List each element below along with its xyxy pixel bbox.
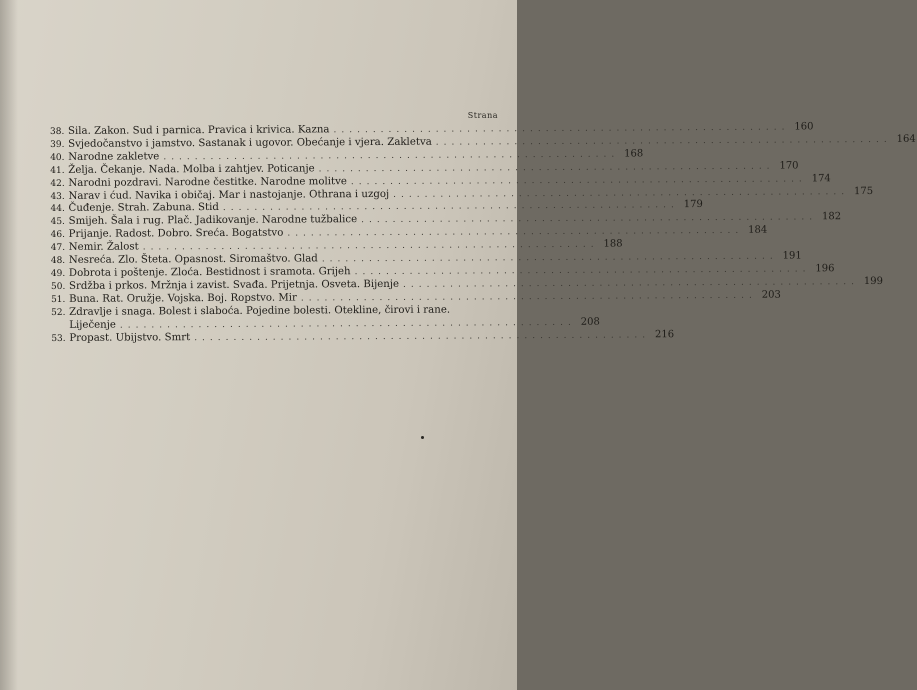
entry-number: 44. [50,204,65,215]
leader-dots: .......................................................... [435,134,892,148]
entry-page: 174 [811,172,831,184]
entry-title: Zdravlje i snaga. Bolest i slaboća. Pojedine bolesti. Otekline, čirovi i rane. [69,304,451,318]
entry-title: Buna. Rat. Oružje. Vojska. Boj. Ropstvo. Mir [69,292,297,305]
entry-title: Svjedočanstvo i jamstvo. Sastanak i ugovor. Obećanje i vjera. Zakletva [68,136,432,150]
entry-page: 188 [603,238,623,250]
entry-page: 216 [654,328,675,340]
entry-number: 41. [50,165,65,176]
leader-dots: .......................................................... [393,186,850,200]
leader-dots: .......................................................... [119,317,576,331]
entry-number: 42. [50,178,65,189]
entry-title: Čuđenje. Strah. Zabuna. Stid [68,202,219,215]
entry-number: 45. [50,217,65,228]
entry-number: 38. [50,126,65,137]
entry-title: Nesreća. Zlo. Šteta. Opasnost. Siromaštvo. Glad [68,253,318,266]
entry-number: 46. [50,230,66,241]
entry-title: Smijeh. Šala i rug. Plač. Jadikovanje. Narodne tužbalice [68,214,358,228]
entry-number: 40. [50,152,65,163]
page-gutter-shadow [0,0,18,690]
entry-title: Prijanje. Radost. Dobro. Sreća. Bogatstvo [68,227,284,241]
paper-speck [421,436,424,439]
entry-page: 208 [580,316,600,328]
leader-dots: .......................................................... [287,226,744,239]
entry-page: 203 [761,289,781,301]
leader-dots: .......................................................... [194,329,651,343]
page-column-header: Strana [467,111,498,120]
leader-dots: .......................................................... [354,264,811,278]
entry-page: 191 [782,250,802,262]
table-of-contents [50,121,916,345]
entry-number: 39. [50,139,65,150]
entry-title: Narav i ćud. Navika i običaj. Mar i nastojanje. Othrana i uzgoj [68,188,390,202]
toc-entry [51,328,675,346]
leader-dots: .......................................................... [163,149,620,163]
entry-title: Želja. Čekanje. Nada. Molba i zahtjev. Poticanje [68,163,315,176]
leader-dots: .......................................................... [300,290,757,304]
leader-dots: .......................................................... [361,212,818,226]
leader-dots: .......................................................... [142,239,599,253]
leader-dots: .......................................................... [333,122,790,136]
leader-dots: .......................................................... [350,174,807,187]
entry-number: 53. [51,333,66,344]
entry-page: 199 [863,275,883,287]
entry-page: 164 [896,133,916,145]
entry-page: 196 [815,263,835,275]
entry-title: Narodne zakletve [68,151,160,163]
entry-number: 51. [51,294,66,305]
entry-page: 168 [624,148,644,160]
entry-number: 50. [50,281,66,292]
leader-dots: .......................................................... [222,200,679,214]
entry-number: 47. [50,243,66,254]
entry-page: 160 [794,121,814,133]
leader-dots: .......................................................... [318,161,775,175]
entry-page: 179 [683,199,703,211]
entry-title: Nemir. Žalost [68,241,139,254]
entry-title: Srdžba i prkos. Mržnja i zavist. Svađa. Prijetnja. Osveta. Bijenje [68,278,400,292]
entry-number: 43. [50,191,65,202]
leader-dots: .......................................................... [402,276,859,290]
entry-number: 49. [50,268,66,279]
entry-page: 184 [748,224,768,236]
leader-dots: .......................................................... [321,251,778,265]
entry-number: 52. [51,307,66,318]
entry-page: 182 [821,211,842,223]
entry-title: Narodni pozdravi. Narodne čestitke. Narodne molitve [68,175,347,189]
entry-page: 175 [853,185,874,197]
entry-title: Sila. Zakon. Sud i parnica. Pravica i krivica. Kazna [67,124,330,137]
entry-title: Dobrota i poštenje. Zloća. Bestidnost i sramota. Grijeh [68,266,351,279]
entry-title: Liječenje [69,319,116,331]
entry-page: 170 [779,160,799,172]
entry-title: Propast. Ubijstvo. Smrt [69,331,191,344]
entry-number: 48. [50,255,66,267]
